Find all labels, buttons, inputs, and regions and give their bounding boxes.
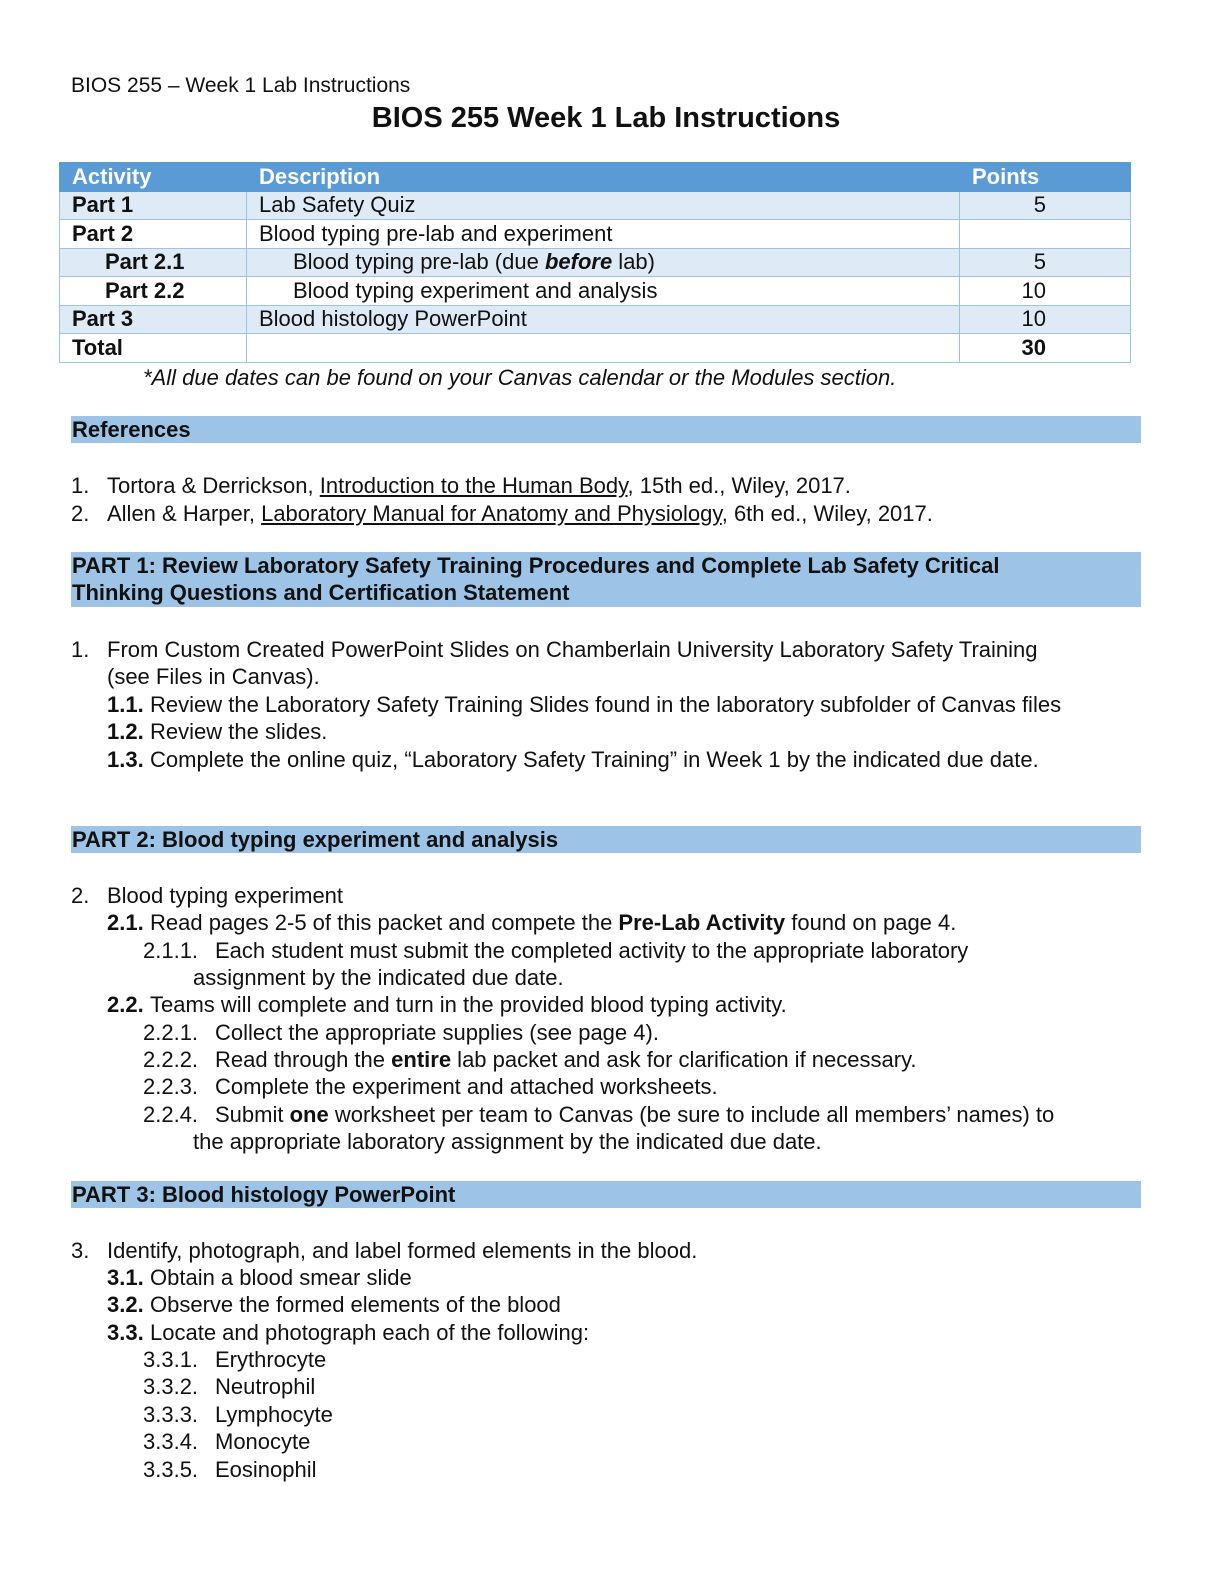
- activity-cell: Part 2: [60, 220, 247, 249]
- reference-number: 2.: [71, 501, 90, 526]
- list-item-continued: assignment by the indicated due date.: [193, 965, 564, 990]
- table-row: [60, 277, 1131, 306]
- reference-item: Tortora & Derrickson, Introduction to the Human Body, 15th ed., Wiley, 2017.: [107, 473, 851, 498]
- list-item: Observe the formed elements of the blood: [150, 1292, 561, 1317]
- part1-heading-line1: PART 1: Review Laboratory Safety Training Procedures and Complete Lab Safety Critical: [72, 553, 1000, 578]
- list-item: Complete the experiment and attached worksheets.: [215, 1074, 718, 1099]
- list-number: 2.2.3.: [143, 1074, 199, 1099]
- list-item: Teams will complete and turn in the provided blood typing activity.: [150, 992, 787, 1017]
- points-cell: 10: [960, 305, 1131, 334]
- list-item: Monocyte: [215, 1429, 311, 1454]
- description-cell: [247, 334, 960, 363]
- list-item: Read pages 2-5 of this packet and compete the Pre-Lab Activity found on page 4.: [150, 910, 957, 935]
- activity-cell: Part 3: [60, 305, 247, 334]
- table-header-row: [60, 163, 1131, 192]
- list-number: 2.1.: [107, 910, 144, 935]
- reference-item: Allen & Harper, Laboratory Manual for Anatomy and Physiology, 6th ed., Wiley, 2017.: [107, 501, 933, 526]
- page-title: BIOS 255 Week 1 Lab Instructions: [371, 102, 841, 134]
- list-item: Locate and photograph each of the following:: [150, 1320, 590, 1345]
- list-number: 3.3.4.: [143, 1429, 199, 1454]
- list-number: 1.2.: [107, 719, 144, 744]
- activity-cell: Total: [60, 334, 247, 363]
- list-item: Eosinophil: [215, 1457, 317, 1482]
- table-row-total: [60, 334, 1131, 363]
- list-number: 2.2.: [107, 992, 144, 1017]
- part3-heading-bar: [71, 1181, 1141, 1208]
- due-dates-note: *All due dates can be found on your Canvas calendar or the Modules section.: [143, 365, 897, 390]
- activity-cell: Part 2.1: [60, 248, 247, 277]
- list-item: Neutrophil: [215, 1374, 316, 1399]
- part2-heading-bar: [71, 826, 1141, 853]
- points-cell: 5: [960, 191, 1131, 220]
- part3-heading: PART 3: Blood histology PowerPoint: [72, 1182, 456, 1207]
- list-item: Identify, photograph, and label formed elements in the blood.: [107, 1238, 698, 1263]
- reference-book-title: Laboratory Manual for Anatomy and Physiology: [261, 501, 722, 526]
- points-cell: 5: [960, 248, 1131, 277]
- list-number: 1.3.: [107, 747, 144, 772]
- reference-book-title: Introduction to the Human Body: [319, 473, 628, 498]
- list-item: Collect the appropriate supplies (see page 4).: [215, 1020, 659, 1045]
- header-activity: Activity: [60, 163, 247, 192]
- emphasis-before: before: [544, 249, 613, 275]
- list-item: Complete the online quiz, “Laboratory Safety Training” in Week 1 by the indicated due date.: [150, 747, 1039, 772]
- activity-table: [59, 162, 1131, 363]
- list-number: 3.2.: [107, 1292, 144, 1317]
- list-item: Each student must submit the completed activity to the appropriate laboratory: [215, 938, 969, 963]
- table-row: [60, 248, 1131, 277]
- list-number: 2.2.4.: [143, 1102, 199, 1127]
- header-points: Points: [960, 163, 1131, 192]
- list-number: 3.1.: [107, 1265, 144, 1290]
- list-number: 3.3.: [107, 1320, 144, 1345]
- description-cell: Lab Safety Quiz: [247, 191, 960, 220]
- list-item: Blood typing experiment: [107, 883, 344, 908]
- list-item-continued: the appropriate laboratory assignment by the indicated due date.: [193, 1129, 822, 1154]
- description-cell: Blood typing experiment and analysis: [247, 277, 960, 306]
- list-number: 2.2.1.: [143, 1020, 199, 1045]
- part1-item-line2: (see Files in Canvas).: [107, 664, 320, 689]
- list-number: 2.2.2.: [143, 1047, 199, 1072]
- description-cell: Blood typing pre-lab (due before lab): [247, 248, 960, 277]
- list-item: Lymphocyte: [215, 1402, 333, 1427]
- table-row: [60, 220, 1131, 249]
- table-row: [60, 191, 1131, 220]
- part1-heading-bar: [71, 552, 1141, 607]
- activity-cell: Part 2.2: [60, 277, 247, 306]
- part1-heading-line2: Thinking Questions and Certification Statement: [72, 580, 570, 605]
- reference-number: 1.: [71, 473, 90, 498]
- part1-item-line1: From Custom Created PowerPoint Slides on Chamberlain University Laboratory Safety Training: [107, 637, 1038, 662]
- references-heading: References: [72, 417, 191, 442]
- activity-cell: Part 1: [60, 191, 247, 220]
- list-number: 3.3.3.: [143, 1402, 199, 1427]
- points-total-cell: 30: [960, 334, 1131, 363]
- list-number: 1.1.: [107, 692, 144, 717]
- description-cell: Blood typing pre-lab and experiment: [247, 220, 960, 249]
- table-row: [60, 305, 1131, 334]
- running-header: BIOS 255 – Week 1 Lab Instructions: [71, 74, 411, 97]
- list-item: Obtain a blood smear slide: [150, 1265, 412, 1290]
- list-number: 3.3.1.: [143, 1347, 199, 1372]
- points-cell: 10: [960, 277, 1131, 306]
- points-cell: [960, 220, 1131, 249]
- list-number: 2.: [71, 883, 90, 908]
- references-heading-bar: [71, 416, 1141, 443]
- description-cell: Blood histology PowerPoint: [247, 305, 960, 334]
- list-number: 3.3.2.: [143, 1374, 199, 1399]
- part2-heading: PART 2: Blood typing experiment and analysis: [72, 827, 559, 852]
- list-item: Read through the entire lab packet and ask for clarification if necessary.: [215, 1047, 917, 1072]
- list-number: 1.: [71, 637, 90, 662]
- list-item: Review the Laboratory Safety Training Slides found in the laboratory subfolder of Canvas files: [150, 692, 1062, 717]
- list-item: Erythrocyte: [215, 1347, 327, 1372]
- list-number: 3.3.5.: [143, 1457, 199, 1482]
- header-description: Description: [247, 163, 960, 192]
- list-number: 2.1.1.: [143, 938, 199, 963]
- list-item: Submit one worksheet per team to Canvas (be sure to include all members’ names) to: [215, 1102, 1055, 1127]
- list-item: Review the slides.: [150, 719, 328, 744]
- list-number: 3.: [71, 1238, 90, 1263]
